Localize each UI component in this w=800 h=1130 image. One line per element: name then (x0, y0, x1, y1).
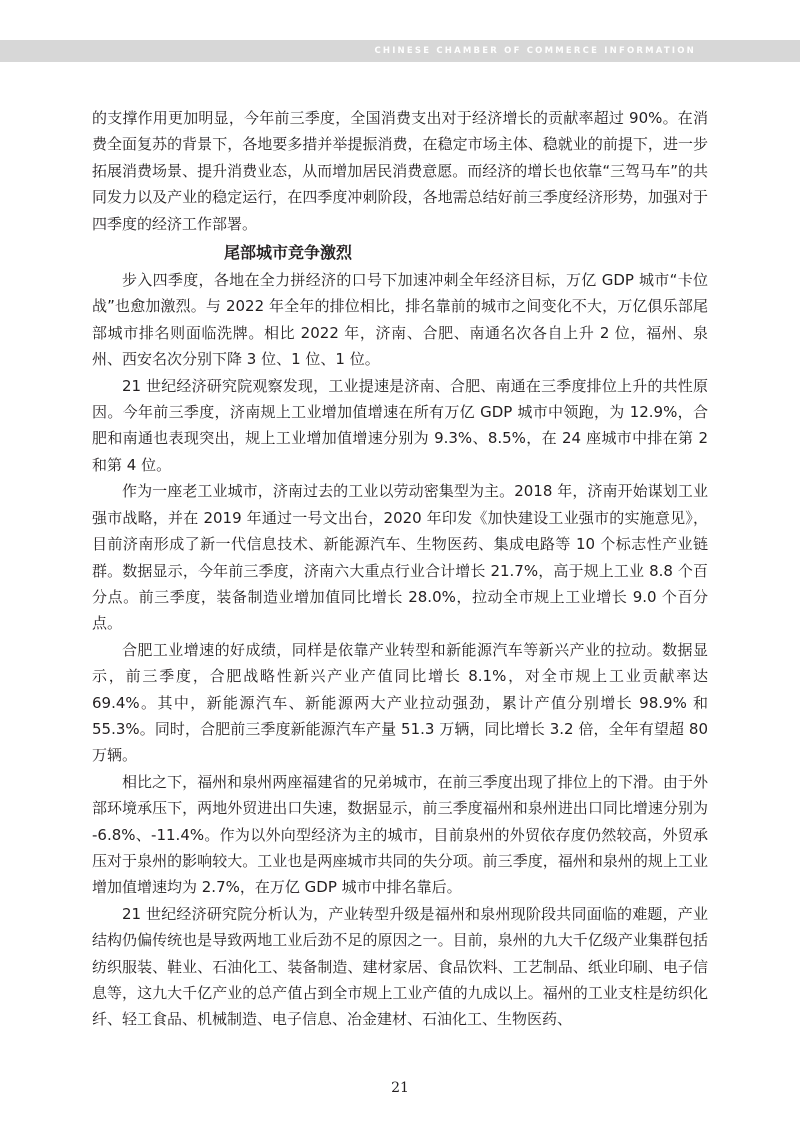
section-heading: 尾部城市竞争激烈 (224, 243, 353, 263)
page-number: 21 (391, 1080, 409, 1096)
paragraph: 21 世纪经济研究院观察发现，工业提速是济南、合肥、南通在三季度排位上升的共性原因。今年前三季度，济南规上工业增加值增速在所有万亿 GDP 城市中领跑，为 12.9%，合肥和南通也表现突出，规上工业增加值增速分别为 9.3%、8.5%，在 24 座城市中排在第 2 和第 4 位。 (92, 376, 708, 474)
paragraph: 21 世纪经济研究院分析认为，产业转型升级是福州和泉州现阶段共同面临的难题，产业结构仍偏传统也是导致两地工业后劲不足的原因之一。目前，泉州的九大千亿级产业集群包括纺织服装、鞋业、石油化工、装备制造、建材家居、食品饮料、工艺制品、纸业印刷、电子信息等，这九大千亿产业的总产值占到全市规上工业产值的九成以上。福州的工业支柱是纺织化纤、轻工食品、机械制造、电子信息、冶金建材、石油化工、生物医药、 (92, 904, 708, 1029)
paragraph: 步入四季度，各地在全力拼经济的口号下加速冲刺全年经济目标，万亿 GDP 城市“卡位战”也愈加激烈。与 2022 年全年的排位相比，排名靠前的城市之间变化不大，万亿俱乐部尾部城市排名则面临洗牌。相比 2022 年，济南、合肥、南通名次各自上升 2 位，福州、泉州、西安名次分别下降 3 位、1 位、1 位。 (92, 271, 708, 369)
article-body (92, 105, 708, 1033)
publication-header: CHINESE CHAMBER OF COMMERCE INFORMATION (374, 46, 696, 56)
intro-paragraph: 的支撑作用更加明显，今年前三季度，全国消费支出对于经济增长的贡献率超过 90%。在消费全面复苏的背景下，各地要多措并举提振消费，在稳定市场主体、稳就业的前提下，进一步拓展消费场景、提升消费业态，从而增加居民消费意愿。而经济的增长也依靠“三驾马车”的共同发力以及产业的稳定运行，在四季度冲刺阶段，各地需总结好前三季度经济形势，加强对于四季度的经济工作部署。 (92, 109, 708, 233)
paragraph: 作为一座老工业城市，济南过去的工业以劳动密集型为主。2018 年，济南开始谋划工业强市战略，并在 2019 年通过一号文出台，2020 年印发《加快建设工业强市的实施意见》，目前济南形成了新一代信息技术、新能源汽车、生物医药、集成电路等 10 个标志性产业链群。数据显示，今年前三季度，济南六大重点行业合计增长 21.7%，高于规上工业 8.8 个百分点。前三季度，装备制造业增加值同比增长 28.0%，拉动全市规上工业增长 9.0 个百分点。 (92, 482, 708, 633)
paragraph: 相比之下，福州和泉州两座福建省的兄弟城市，在前三季度出现了排位上的下滑。由于外部环境承压下，两地外贸进出口失速，数据显示，前三季度福州和泉州进出口同比增速分别为 -6.8%、-11.4%。作为以外向型经济为主的城市，目前泉州的外贸依存度仍然较高，外贸承压对于泉州的影响较大。工业也是两座城市共同的失分项。前三季度，福州和泉州的规上工业增加值增速均为 2.7%，在万亿 GDP 城市中排名靠后。 (92, 772, 708, 897)
paragraph: 合肥工业增速的好成绩，同样是依靠产业转型和新能源汽车等新兴产业的拉动。数据显示，前三季度，合肥战略性新兴产业产值同比增长 8.1%，对全市规上工业贡献率达 69.4%。其中，新能源汽车、新能源两大产业拉动强劲，累计产值分别增长 98.9% 和 55.3%。同时，合肥前三季度新能源汽车产量 51.3 万辆，同比增长 3.2 倍，全年有望超 80 万辆。 (92, 640, 708, 765)
